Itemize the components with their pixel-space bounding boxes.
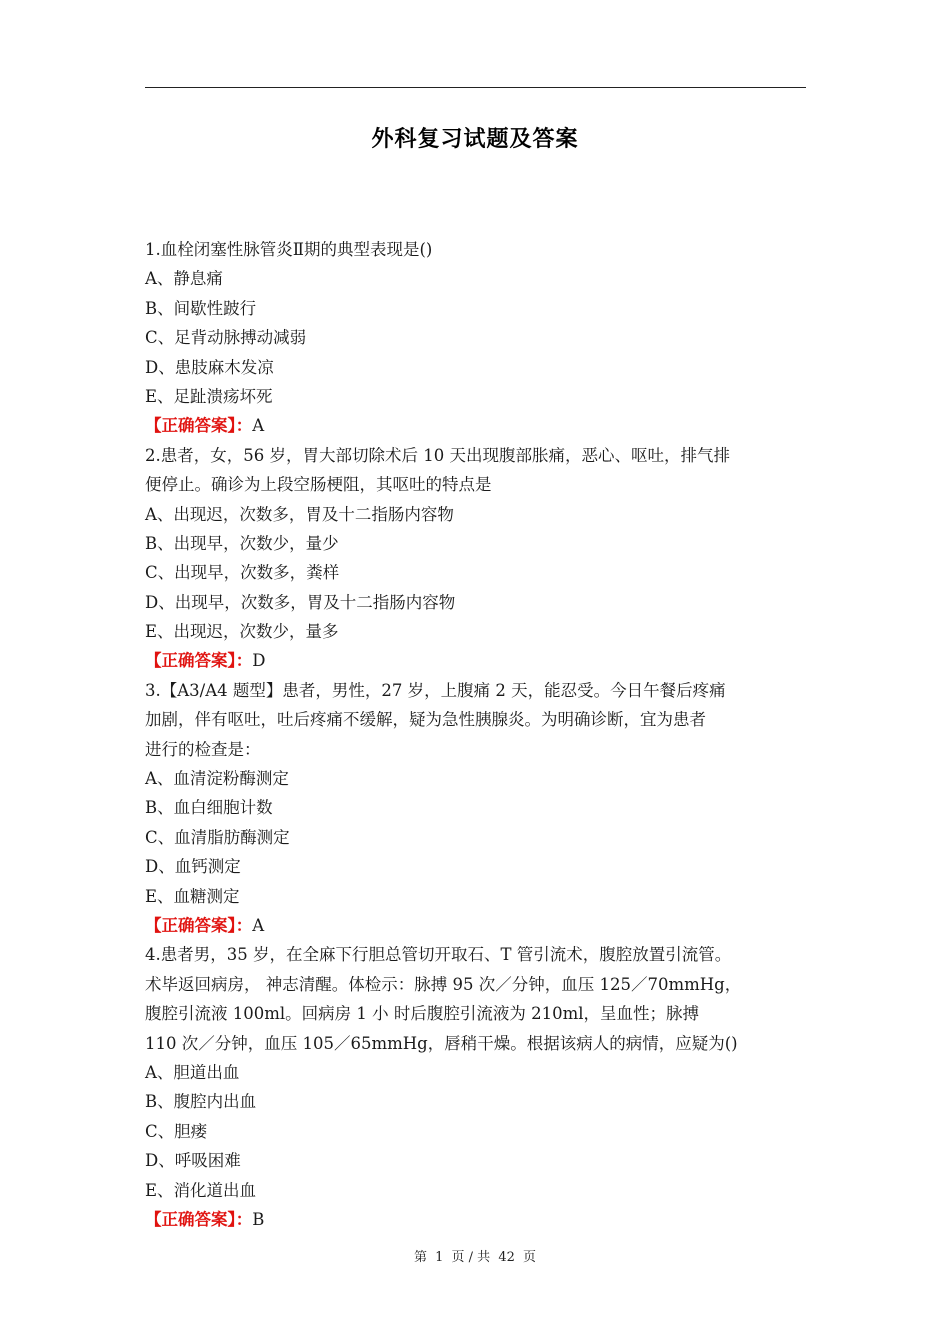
answer-value: A: [252, 915, 265, 935]
answer-line: [145, 911, 810, 940]
question-block: [145, 441, 810, 676]
question-stem: 加剧，伴有呕吐，吐后疼痛不缓解，疑为急性胰腺炎。为明确诊断，宜为患者: [145, 710, 706, 730]
question-stem: 便停止。确诊为上段空肠梗阻，其呕吐的特点是: [145, 475, 492, 495]
answer-label: 【正确答案】：: [145, 1209, 253, 1229]
question-stem: 4.患者男，35 岁，在全麻下行胆总管切开取石、T 管引流术，腹腔放置引流管。: [145, 945, 732, 965]
option-b: B、出现早，次数少，量少: [145, 533, 339, 553]
option-c: C、出现早，次数多，粪样: [145, 563, 340, 583]
answer-label: 【正确答案】：: [145, 915, 253, 935]
question-stem: 3.【A3/A4 题型】患者，男性，27 岁，上腹痛 2 天，能忍受。今日午餐后疼痛: [145, 680, 726, 700]
answer-line: [145, 1205, 810, 1234]
header-rule: [145, 87, 806, 88]
answer-value: A: [252, 416, 265, 436]
option-c: C、足背动脉搏动减弱: [145, 328, 307, 348]
answer-value: D: [252, 651, 266, 671]
answer-label: 【正确答案】：: [145, 416, 253, 436]
option-e: E、消化道出血: [145, 1180, 257, 1200]
option-d: D、患肢麻木发凉: [145, 357, 274, 377]
question-stem: 腹腔引流液 100ml。回病房 1 小 时后腹腔引流液为 210ml，呈血性；脉搏: [145, 1004, 700, 1024]
question-stem: 术毕返回病房， 神志清醒。体检示：脉搏 95 次／分钟，血压 125／70mmHg，: [145, 974, 742, 994]
question-stem: 2.患者，女，56 岁，胃大部切除术后 10 天出现腹部胀痛，恶心、呕吐，排气排: [145, 445, 730, 465]
question-list: [145, 235, 810, 1234]
option-a: A、出现迟，次数多，胃及十二指肠内容物: [145, 504, 454, 524]
footer-middle: 页 / 共: [451, 1250, 491, 1265]
question-block: [145, 940, 810, 1234]
option-c: C、血清脂肪酶测定: [145, 827, 290, 847]
option-d: D、血钙测定: [145, 857, 241, 877]
question-stem: 进行的检查是：: [145, 739, 261, 759]
option-e: E、出现迟，次数少，量多: [145, 622, 339, 642]
option-a: A、胆道出血: [145, 1062, 240, 1082]
footer-page-number: 1: [435, 1250, 444, 1265]
option-c: C、胆瘘: [145, 1121, 208, 1141]
page-footer: [0, 1246, 950, 1265]
page-title: 外科复习试题及答案: [371, 126, 579, 152]
footer-prefix: 第: [413, 1250, 427, 1265]
question-stem: 1.血栓闭塞性脉管炎Ⅱ期的典型表现是(): [145, 240, 433, 259]
question-block: [145, 235, 810, 441]
option-b: B、间歇性跛行: [145, 298, 257, 318]
option-b: B、腹腔内出血: [145, 1092, 257, 1112]
option-d: D、出现早，次数多，胃及十二指肠内容物: [145, 592, 456, 612]
option-e: E、足趾溃疡坏死: [145, 386, 273, 406]
option-a: A、血清淀粉酶测定: [145, 769, 289, 789]
option-b: B、血白细胞计数: [145, 798, 273, 818]
option-d: D、呼吸困难: [145, 1151, 241, 1171]
footer-suffix: 页: [523, 1250, 537, 1265]
footer-total-pages: 42: [498, 1250, 515, 1265]
question-stem: 110 次／分钟，血压 105／65mmHg，唇稍干燥。根据该病人的病情，应疑为(): [145, 1033, 738, 1053]
option-a: A、静息痛: [145, 269, 223, 289]
option-e: E、血糖测定: [145, 886, 240, 906]
answer-label: 【正确答案】：: [145, 651, 253, 671]
answer-line: [145, 646, 810, 675]
answer-line: [145, 411, 810, 440]
answer-value: B: [252, 1209, 265, 1229]
question-block: [145, 676, 810, 941]
